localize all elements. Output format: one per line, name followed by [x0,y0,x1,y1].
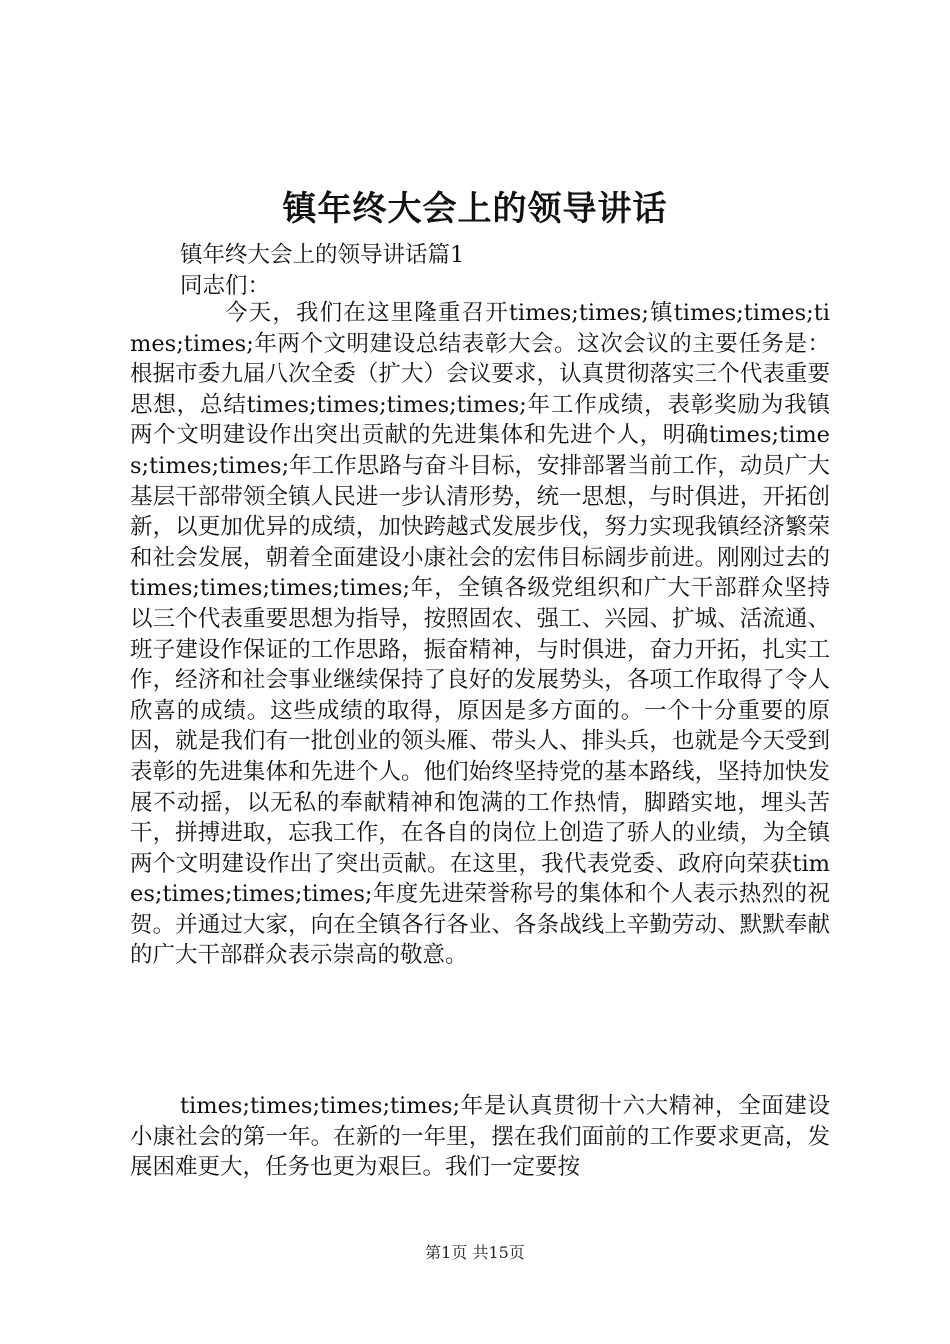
body-paragraph-2: times;times;times;times;年是认真贯彻十六大精神，全面建设小康社会的第一年。在新的一年里，摆在我们面前的工作要求更高，发展困难更大，任务也更为艰巨。我们一定要按 [130,1093,830,1181]
greeting-line: 同志们： [180,273,271,299]
page-footer: 第1页 共15页 [425,1243,525,1262]
body-paragraph-1: 今天，我们在这里隆重召开times;times;镇times;times;times;times;年两个文明建设总结表彰大会。这次会议的主要任务是：根据市委九届八次全委（扩大）会议要求，认真贯彻落实三个代表重要思想，总结times;times;times;times;年工作成绩，表彰奖励为我镇两个文明建设作出突出贡献的先进集体和先进个人，明确times;times;times;times;年工作思路与奋斗目标，安排部署当前工作，动员广大基层干部带领全镇人民进一步认清形势，统一思想，与时俱进，开拓创新，以更加优异的成绩，加快跨越式发展步伐，努力实现我镇经济繁荣和社会发展，朝着全面建设小康社会的宏伟目标阔步前进。刚刚过去的times;times;times;times;年，全镇各级党组织和广大干部群众坚持以三个代表重要思想为指导，按照固农、强工、兴园、扩城、活流通、班子建设作保证的工作思路，振奋精神，与时俱进，奋力开拓，扎实工作，经济和社会事业继续保持了良好的发展势头，各项工作取得了令人欣喜的成绩。这些成绩的取得，原因是多方面的。一个十分重要的原因，就是我们有一批创业的领头雁、带头人、排头兵，也就是今天受到表彰的先进集体和先进个人。他们始终坚持党的基本路线，坚持加快发展不动摇，以无私的奉献精神和饱满的工作热情，脚踏实地，埋头苦干，拼搏进取，忘我工作，在各自的岗位上创造了骄人的业绩，为全镇两个文明建设作出了突出贡献。在这里，我代表党委、政府向荣获times;times;times;times;年度先进荣誉称号的集体和个人表示热烈的祝贺。并通过大家，向在全镇各行各业、各条战线上辛勤劳动、默默奉献的广大干部群众表示崇高的敬意。 [130,300,830,969]
document-subtitle: 镇年终大会上的领导讲话篇1 [180,242,465,268]
document-title: 镇年终大会上的领导讲话 [282,189,668,229]
